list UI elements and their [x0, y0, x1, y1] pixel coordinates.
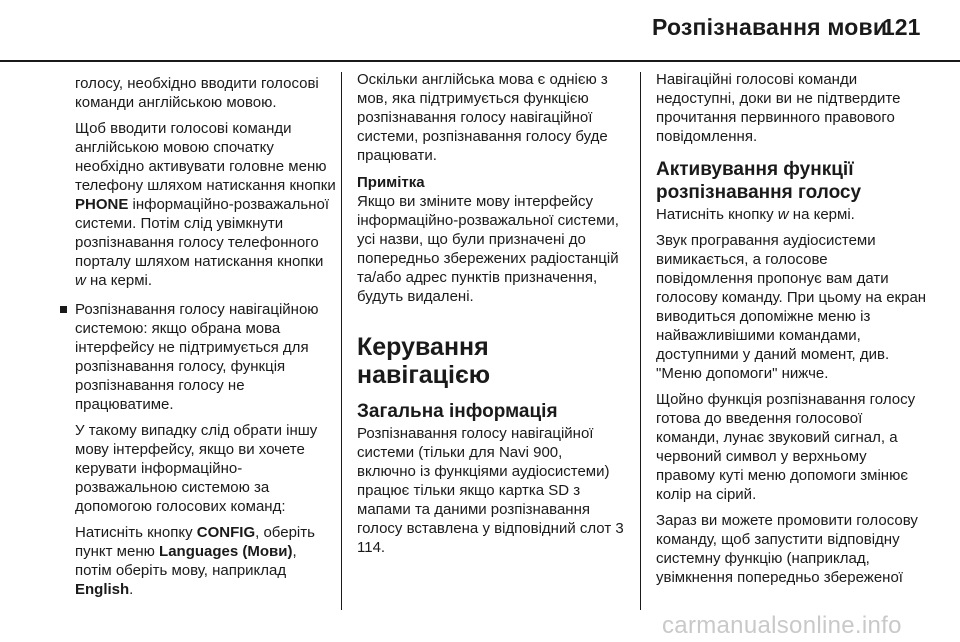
- text: інформаційно-розважальної системи. Потім слід увімкнути розпізнавання голосу телефонного порталу шляхом натискання кнопки: [75, 196, 330, 270]
- text: Щоб вводити голосові команди англійською мовою спочатку необхідно активувати головне меню телефону шляхом натискання кнопки: [75, 120, 336, 194]
- text: Натисніть кнопку: [656, 206, 778, 223]
- column-divider-1: [341, 72, 342, 610]
- subsection-heading: Загальна інформація: [357, 401, 558, 422]
- paragraph: У такому випадку слід обрати іншу мову інтерфейсу, якщо ви хочете керувати інформаційно-розважальною системою за допомогою голосових команд:: [75, 422, 318, 515]
- page-number: 121: [882, 14, 921, 40]
- english-option-label: English: [75, 581, 130, 598]
- text: , потім оберіть мову, наприклад: [75, 543, 297, 579]
- column-divider-2: [640, 72, 641, 610]
- paragraph: Навігаційні голосові команди недоступні, доки ви не підтвердите прочитання первинного правового повідомлення.: [656, 71, 901, 145]
- column-3: [656, 70, 928, 594]
- paragraph: голосу, необхідно вводити голосові команди англійською мовою.: [75, 75, 319, 111]
- header-rule: [0, 60, 960, 62]
- text: , оберіть пункт меню: [75, 524, 315, 560]
- list-item: Розпізнавання голосу навігаційною системою: якщо обрана мова інтерфейсу не підтримується для розпізнавання голосу, функція розпізнавання голосу не працюватиме.: [75, 300, 337, 414]
- text: 114.: [357, 539, 386, 556]
- note-text: Якщо ви зміните мову інтерфейсу інформаційно-розважальної системи, усі назви, що були призначені до попередньо збережених радіостанцій та/або адрес пунктів призначення, будуть видалені.: [357, 193, 619, 305]
- voice-button-icon: w: [777, 206, 789, 223]
- text: на кермі.: [85, 272, 153, 289]
- page-header: [0, 0, 960, 58]
- page-reference-icon: 3: [615, 520, 624, 537]
- paragraph: [75, 119, 337, 290]
- text: Натисніть кнопку: [75, 524, 197, 541]
- text: .: [129, 581, 134, 598]
- paragraph: [656, 205, 928, 224]
- note-title: Примітка: [357, 174, 425, 191]
- voice-button-icon: w: [75, 272, 86, 289]
- watermark: carmanualsonline.info: [662, 612, 902, 639]
- text: Розпізнавання голосу навігаційної системи (тільки для Navi 900, включно із функціями аудіосистеми) працює тільки якщо картка SD з мапами та даними розпізнавання голосу вставлена у відповідний слот: [357, 425, 616, 537]
- paragraph: [357, 424, 625, 557]
- paragraph: Оскільки англійська мова є однією з мов, яка підтримується функцією розпізнавання голосу навігаційної системи, розпізнавання голосу буде працювати.: [357, 71, 608, 164]
- paragraph: Щойно функція розпізнавання голосу готова до введення голосової команди, лунає звуковий сигнал, а червоний символ у верхньому правому куті меню допомоги змінює колір на сірий.: [656, 391, 916, 503]
- paragraph: Зараз ви можете промовити голосову команду, щоб запустити відповідну системну функцію (наприклад, увімкнення попередньо збереженої: [656, 512, 918, 586]
- paragraph: Звук програвання аудіосистеми вимикається, а голосове повідомлення пропонує вам дати голосову команду. При цьому на екран виводиться допоміжне меню із найважливішими командами, доступними у даний момент, див. "Меню допомоги" нижче.: [656, 232, 927, 382]
- text: на кермі.: [788, 206, 855, 223]
- languages-menu-label: Languages (Мови): [159, 543, 293, 560]
- paragraph: [75, 523, 337, 599]
- config-button-label: CONFIG: [196, 524, 256, 541]
- page-title: Розпізнавання мови: [652, 14, 888, 40]
- column-2: [357, 70, 625, 564]
- phone-button-label: PHONE: [75, 196, 129, 213]
- section-heading: Керування навігацією: [357, 333, 491, 389]
- subsection-heading: Активування функції розпізнавання голосу: [656, 159, 862, 203]
- column-1: [75, 70, 337, 606]
